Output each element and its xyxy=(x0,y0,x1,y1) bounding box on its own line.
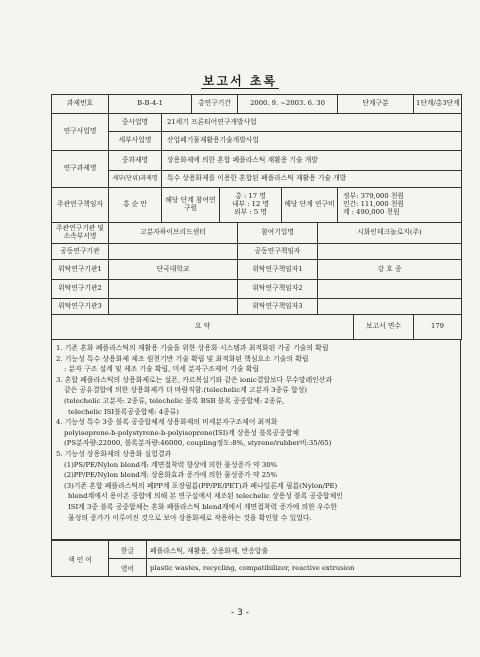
abstract-line: 5. 기능성 상용화제의 상용화 실험결과 xyxy=(56,449,172,458)
abstract-line: (2)PP/PE/Nylon blend계: 상용화효과 증가에 의한 물성증가 약 25% xyxy=(64,471,278,480)
task-mid-value: 상용화제에 의한 혼합 폐플라스틱 재활용 기술 개발 xyxy=(162,151,462,171)
stage-value: 1단계/총3단계 xyxy=(414,95,462,114)
keywords-ko-label: 한글 xyxy=(109,541,147,559)
abstract-line: polyisoprene-b-polystyrene-b-polyisoprene(ISI)계 상용성 블록공중합체 xyxy=(64,428,300,437)
project-mid-value: 21세기 프론티어연구개발사업 xyxy=(162,114,462,132)
task-mid-row xyxy=(52,151,462,171)
cost-private: 민간: 111,000 천원 xyxy=(343,200,404,209)
joint-lead-value xyxy=(318,244,462,260)
people-counts xyxy=(220,188,282,223)
joint-org-value xyxy=(109,244,238,260)
institution-value: 고분자하이브리드센터 xyxy=(109,223,238,244)
abstract-line: 물성의 증가가 이루어진 것으로 보아 상용화제로 작용하는 것을 확인할 수 있었다. xyxy=(68,513,312,522)
consign-org-value-3 xyxy=(109,299,238,315)
consign-lead-label-1: 위탁연구책임자1 xyxy=(238,260,318,280)
abstract-line: (PS분자량:22000, 블록분자량:46000, coupling정도:8%, styrene/rubber비:35/65) xyxy=(64,439,332,448)
consign-lead-label-2: 위탁연구책임자2 xyxy=(238,280,318,299)
abstract-line: : 분자 구조 설계 및 제조 기술 확립, 미세 분자구조제어 기술 확립 xyxy=(64,365,260,374)
summary-header-row xyxy=(52,315,462,340)
project-detail-row xyxy=(52,132,462,151)
summary-label: 요 약 xyxy=(52,315,354,340)
task-detail-value: 특수 상용화제를 이용한 혼합된 폐플라스틱 재활용 기술 개발 xyxy=(162,171,462,188)
joint-row xyxy=(52,244,462,260)
keywords-en-label: 영어 xyxy=(109,559,147,577)
task-label: 연구과제명 xyxy=(52,151,109,188)
consign-lead-value-2 xyxy=(318,280,462,299)
abstract-line: 4. 기능성 특수 3중 블록 공중합체계 상용화제의 비세분자구조제어 최적화 xyxy=(56,418,278,427)
task-detail-label: 세부(단위)과제명 xyxy=(109,171,162,188)
company-label: 참여기업명 xyxy=(238,223,318,244)
consign-lead-value-3 xyxy=(318,299,462,315)
keywords-en-row xyxy=(52,559,461,577)
consign-lead-label-3: 위탁연구책임자3 xyxy=(238,299,318,315)
report-info-table xyxy=(51,94,462,340)
project-mid-row xyxy=(52,114,462,132)
people-internal: 내부 : 12 명 xyxy=(231,200,270,209)
report-title: 보고서 초록 xyxy=(202,74,278,88)
consign-row-3 xyxy=(52,299,462,315)
abstract-line: telechelic ISI블록공중합체: 4종류) xyxy=(68,407,179,416)
abstract-line: blend계에서 용이온 중합에 의해 본 연구실에서 제조된 telechelic 상용성 블록 공중합체인 xyxy=(68,492,343,501)
task-no-value: B-B-4-1 xyxy=(109,95,192,114)
abstract-line: 2. 기능성 특수 상용화제 제조 원천기반 기술 확립 및 최적화된 핵심요소 기술의 확립 xyxy=(56,354,309,363)
consign-row-1 xyxy=(52,260,462,280)
people-external: 외부 : 5 명 xyxy=(234,207,267,216)
consign-lead-value-1: 강 호 종 xyxy=(318,260,462,280)
abstract-line: (telechelic 고분자: 2종류, telechelic 블록 BSB 블록 공중합체: 2종류, xyxy=(64,396,285,405)
researcher-name: 홍 순 만 xyxy=(109,188,162,223)
consign-org-value-1: 단국대학교 xyxy=(109,260,238,280)
page-number: - 3 - xyxy=(231,608,249,618)
abstract-line: 3. 혼합 폐플라스틱의 상용화제로는 설폰, 카르복실기와 같은 ionic결합보다 무수말레인산과 xyxy=(56,375,333,384)
period-label: 총연구기간 xyxy=(192,95,238,114)
company-value: 시화인테크놀로지(주) xyxy=(318,223,462,244)
project-detail-label: 세부사업명 xyxy=(109,132,162,151)
cost-sum: 계 : 490,000 천원 xyxy=(343,207,400,216)
consign-org-value-2 xyxy=(109,280,238,299)
project-label: 연구사업명 xyxy=(52,114,109,151)
project-mid-label: 중사업명 xyxy=(109,114,162,132)
abstract-line: ISI계 3중 블록 공중합체는 혼화 폐플라스틱 blend계에서 계면접착력 증가에 의한 우수한 xyxy=(68,502,337,511)
cost-label: 해당 단계 연구비 xyxy=(282,188,338,223)
keywords-table xyxy=(51,540,461,577)
keywords-ko-row xyxy=(52,541,461,559)
task-no-label: 과제번호 xyxy=(52,95,109,114)
institution-label: 주관연구기관 및 소속부서명 xyxy=(52,223,109,244)
keywords-label: 색 인 어 xyxy=(52,541,109,577)
consign-org-label-2: 위탁연구기관2 xyxy=(52,280,109,299)
project-detail-value: 산업폐기물재활용기술개발사업 xyxy=(162,132,462,151)
keywords-ko-value: 폐플라스틱, 재활용, 상용화제, 반응압출 xyxy=(147,541,461,559)
cost-gov: 정부: 379,000 천원 xyxy=(343,192,404,201)
abstract-line: (1)PS/PE/Nylon blend계: 계면접착력 향상에 의한 물성증가 약 30% xyxy=(64,460,278,469)
task-number-row xyxy=(52,95,462,114)
period-value: 2000. 9. ~2003. 6. 30 xyxy=(238,95,338,114)
consign-org-label-1: 위탁연구기관1 xyxy=(52,260,109,280)
pages-label: 보고서 면수 xyxy=(354,315,414,340)
abstract-line: 1. 기존 혼화 폐플라스틱의 재활용 기술을 위한 상용화 시스템과 최적화된 가공 기술의 확립 xyxy=(56,344,329,352)
abstract-line: 같은 공유결합에 의한 상용화제가 더 바람직함.(telechelic계 고분자 3종류 합성) xyxy=(64,386,307,395)
joint-org-label: 공동연구기관 xyxy=(52,244,109,260)
abstract-body xyxy=(51,340,461,540)
people-total: 총 : 17 명 xyxy=(235,192,266,201)
page-title xyxy=(0,72,480,89)
task-detail-row xyxy=(52,171,462,188)
abstract-line: (3)기존 혼합 폐플라스틱의 폐PP계 포장필름(PP/PE/PET)과 폐나일론계 필름(Nylon/PE) xyxy=(64,481,338,490)
pages-value: 179 xyxy=(414,315,462,340)
stage-people-label: 해당 단계 참여연구원 xyxy=(162,188,220,223)
consign-org-label-3: 위탁연구기관3 xyxy=(52,299,109,315)
stage-label: 단계구분 xyxy=(338,95,414,114)
researcher-row xyxy=(52,188,462,223)
task-mid-label: 중과제명 xyxy=(109,151,162,171)
joint-lead-label: 공동연구책임자 xyxy=(238,244,318,260)
researcher-label: 주관연구책임자 xyxy=(52,188,109,223)
cost-values xyxy=(338,188,462,223)
keywords-en-value: plastic wastes, recycling, compatibilizer, reactive extrusion xyxy=(147,559,461,577)
institution-row xyxy=(52,223,462,244)
consign-row-2 xyxy=(52,280,462,299)
